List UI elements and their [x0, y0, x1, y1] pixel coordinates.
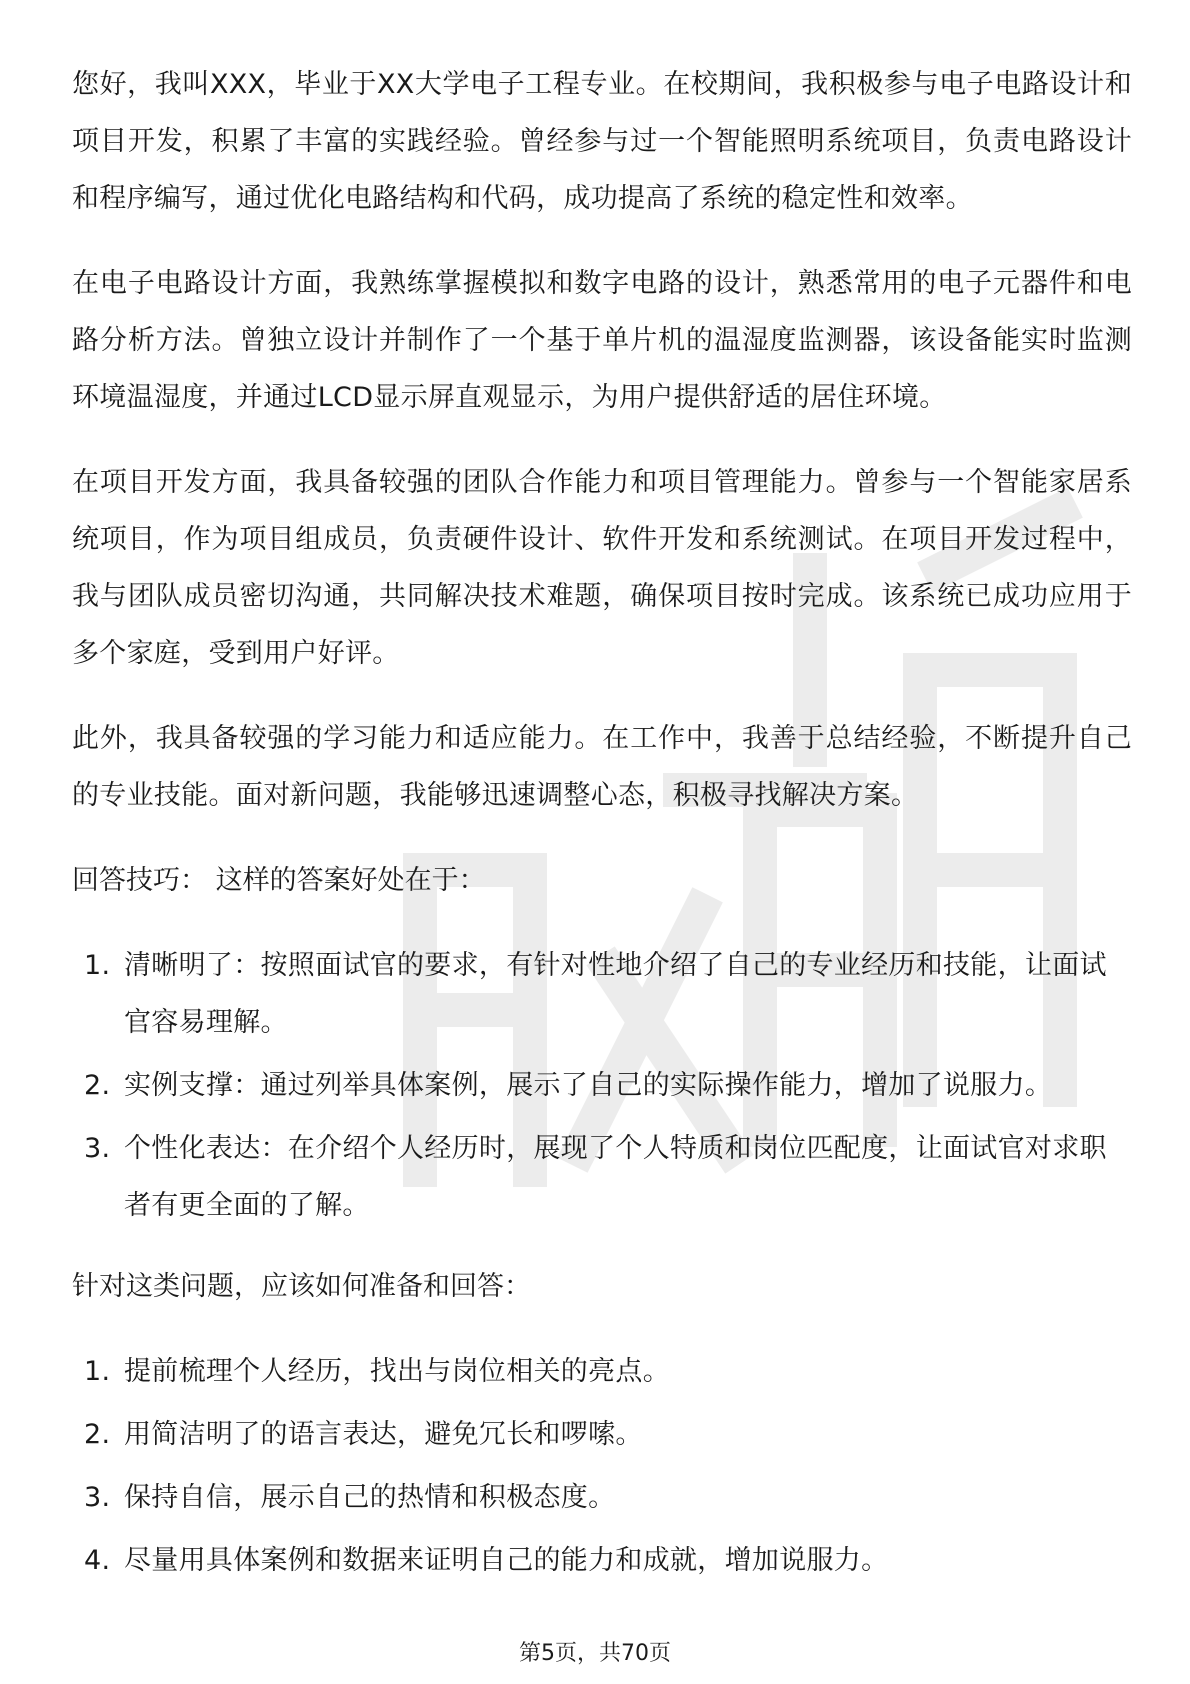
- paragraph-project-development: 在项目开发方面，我具备较强的团队合作能力和项目管理能力。曾参与一个智能家居系统项目，作为项目组成员，负责硬件设计、软件开发和系统测试。在项目开发过程中，我与团队成员密切沟通，共同解决技术难题，确保项目按时完成。该系统已成功应用于多个家庭，受到用户好评。: [72, 467, 1132, 669]
- tips-list: [72, 937, 1132, 1234]
- list-number: 3.: [84, 1133, 111, 1164]
- list-item-text: 提前梳理个人经历，找出与岗位相关的亮点。: [124, 1356, 670, 1387]
- list-item-text: 用简洁明了的语言表达，避免冗长和啰嗦。: [124, 1419, 643, 1450]
- list-number: 2.: [84, 1419, 111, 1450]
- list-item: [72, 1057, 1132, 1114]
- list-item: [72, 1120, 1132, 1234]
- list-item-text: 保持自信，展示自己的热情和积极态度。: [124, 1482, 616, 1513]
- list-item-text: 个性化表达：在介绍个人经历时，展现了个人特质和岗位匹配度，让面试官对求职者有更全面的了解。: [124, 1133, 1107, 1221]
- list-number: 4.: [84, 1545, 111, 1576]
- list-number: 1.: [84, 950, 111, 981]
- list-number: 3.: [84, 1482, 111, 1513]
- list-item-text: 尽量用具体案例和数据来证明自己的能力和成就，增加说服力。: [124, 1545, 889, 1576]
- list-item: [72, 1343, 1132, 1400]
- list-item: [72, 1406, 1132, 1463]
- list-item-text: 实例支撑：通过列举具体案例，展示了自己的实际操作能力，增加了说服力。: [124, 1070, 1053, 1101]
- list-item: [72, 937, 1132, 1051]
- tips-heading: 回答技巧： 这样的答案好处在于：: [72, 865, 486, 896]
- list-item: [72, 1532, 1132, 1589]
- paragraph-circuit-design: 在电子电路设计方面，我熟练掌握模拟和数字电路的设计，熟悉常用的电子元器件和电路分析方法。曾独立设计并制作了一个基于单片机的温湿度监测器，该设备能实时监测环境温湿度，并通过LCD显示屏直观显示，为用户提供舒适的居住环境。: [72, 268, 1132, 413]
- paragraph-intro: 您好，我叫XXX，毕业于XX大学电子工程专业。在校期间，我积极参与电子电路设计和项目开发，积累了丰富的实践经验。曾经参与过一个智能照明系统项目，负责电路设计和程序编写，通过优化电路结构和代码，成功提高了系统的稳定性和效率。: [72, 69, 1132, 214]
- page-number-footer: 第5页，共70页: [519, 1641, 671, 1666]
- list-number: 1.: [84, 1356, 111, 1387]
- list-item: [72, 1469, 1132, 1526]
- prep-list: [72, 1343, 1132, 1589]
- document-body: [72, 56, 1132, 1613]
- list-item-text: 清晰明了：按照面试官的要求，有针对性地介绍了自己的专业经历和技能，让面试官容易理解。: [124, 950, 1107, 1038]
- paragraph-learning-ability: 此外，我具备较强的学习能力和适应能力。在工作中，我善于总结经验，不断提升自己的专业技能。面对新问题，我能够迅速调整心态，积极寻找解决方案。: [72, 723, 1132, 811]
- list-number: 2.: [84, 1070, 111, 1101]
- prep-heading: 针对这类问题，应该如何准备和回答：: [72, 1271, 531, 1302]
